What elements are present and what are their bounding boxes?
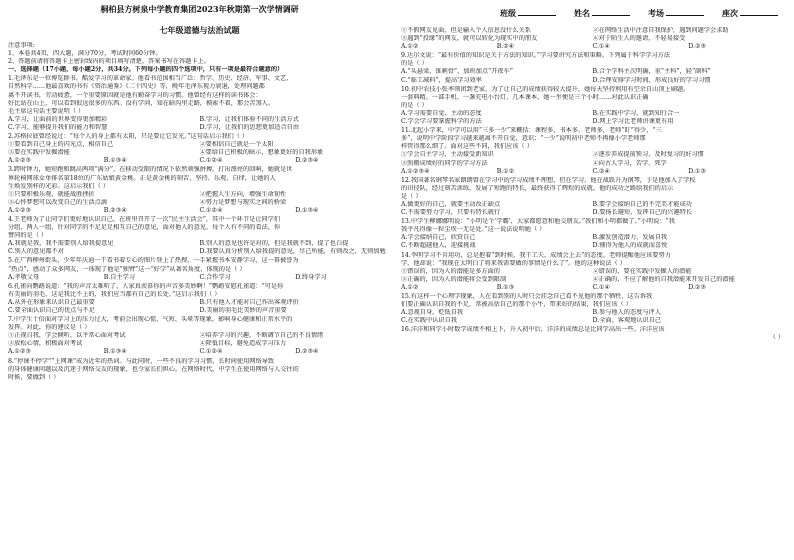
statement: ②培养学习的兴趣，不断调节自己的不良情绪: [199, 332, 324, 340]
question-text: 8.“停课不停学”“上网课”成为近年的热词。与此同时，一些不良的学习习惯、长时间使用网络导致: [8, 357, 275, 365]
question-text: 11.北起小学来，中学可以用“三多一少”来概括：课程多、书本多、老师多，老师“盯”得少，“三: [401, 127, 662, 135]
question-text: 2.苏格拉底曾经说过：“每个人的身上都有太阳，只是要让它发光。”这句话启示我们（ ）: [8, 133, 249, 141]
note-line: 2、答题前请将答题卡上密封线内的项目填写清楚，答案书写在答题卡上。: [8, 58, 210, 66]
question-14: [401, 252, 784, 292]
option: A.做更好的自己，就要主动改正缺点: [401, 200, 501, 208]
question-11: [401, 127, 784, 176]
question-text: 的是（ ）: [401, 60, 428, 68]
option: A.①②: [401, 43, 419, 51]
statement: ③心怀梦想可以改变自己的生活点滴: [8, 198, 107, 206]
question-text: 5.在广西柳州街头，少年年庆迪一干看书着专心的图片登上了热搜，一手紧握书本安静学习，这一幕被誉为: [8, 257, 299, 265]
question-text: 的是（ ）: [401, 101, 428, 109]
option: C.合作学习: [199, 273, 231, 281]
question-text: 1.毛泽东是一位博览群书、酷爱学习的革命家。他看书范围相当广泛：哲学、历史、经济、军事、文艺、: [8, 75, 293, 83]
class-blank[interactable]: [518, 15, 556, 16]
option: D.网上学习比老师讲课更有用: [592, 118, 674, 126]
option: A.①②③: [8, 157, 32, 165]
option: C.不需要努力学习，只要有特长就行: [401, 209, 501, 217]
question-text: 4.王老师为了让同学们更好地认识自己，在班里召开了一次“民主生活会”，其中一个环节是让同学们: [8, 215, 281, 223]
option: C.学习，能够提升我们的能力和智慧: [8, 123, 108, 131]
statement: ④降低目标，避免造成学习压力: [199, 340, 287, 348]
statement: ②错误的，要在实践中发掘人的潜能: [592, 267, 692, 275]
question-9: [401, 52, 784, 84]
option: C.①④: [592, 283, 611, 291]
question-1: [8, 75, 391, 132]
question-6: [8, 283, 391, 315]
option: D.合理安排学习时间，形成良好的学习习惯: [592, 76, 711, 84]
class-label: 班级: [500, 8, 516, 18]
option: C.不断超越他人，迎接挑战: [401, 242, 476, 250]
option: C.“临工减料”，提高学习效率: [401, 76, 482, 84]
option: C.①④: [592, 43, 611, 51]
option: A.①②: [401, 283, 419, 291]
option: B.学习，让我们体验不同的生活方式: [199, 115, 299, 123]
question-text: （ ）: [769, 334, 784, 342]
seat-field[interactable]: [722, 8, 778, 19]
option: D.要扬长避短，发挥自己的兴趣特长: [592, 209, 693, 217]
room-field[interactable]: [648, 8, 704, 19]
question-text: 一套典精、一部手机、一盏充电小台灯、几本课本，她一坐便是三个小时……对此认识正确: [401, 93, 649, 101]
option: B.要学会接纳自己的不完美才能成功: [592, 200, 692, 208]
question-text: 16.洋洋和同学小时数学成绩不相上下，升入初中后，洋洋的成绩总是比同学高出一些。洋洋应该: [401, 326, 665, 334]
option: A.孝敬父母: [8, 273, 40, 281]
question-13: [401, 218, 784, 250]
option: B.合个学科主次明确，重“主科”，轻“副科”: [592, 68, 711, 76]
option: C.在实践中认识自我: [401, 317, 457, 325]
question-15: [401, 293, 784, 325]
option: B.别人的意见也许是对的，但是我就不到，提了也白提: [199, 240, 349, 248]
section-heading: 一、选择题（17小题，每小题2分，共34分。下列每小题的四个选项中，只有一项是最符合题意的）: [8, 66, 284, 74]
option: D.①③④: [295, 206, 319, 214]
statement: ④对于陌生人的邀请，不轻易接受: [592, 35, 686, 43]
option: B.②③④: [103, 206, 127, 214]
option: C.要全面认识自己的优点与不足: [8, 307, 95, 314]
statement: ①不假网友见面，但是输入个人信息没什么关系: [401, 27, 531, 34]
question-text: 毛主席这句话主要说明（ ）: [8, 107, 85, 115]
exam-subtitle: 七年级道德与法治试题: [159, 25, 240, 35]
question-text: 有美丽的羽毛，这是我比不上的，我们应当都有自己的长处。”这启示我们（ ）: [8, 290, 221, 298]
option: B.①③④: [103, 157, 127, 165]
statement: ③照搬成绩好的同学的学习方法: [401, 159, 488, 167]
question-7: [8, 316, 391, 356]
question-text: 12.我国著名钢琴名家朗朗曾在学习中的学习成绩不理想，但在学习，他在战跃升为钢琴，于是他加入了学校: [401, 176, 696, 184]
statement: ②要相信自己就是一个太阳: [199, 141, 274, 149]
option: D.②③④: [295, 157, 319, 165]
option: B.②④: [496, 43, 515, 51]
statement: ③放松心情，积极面对考试: [8, 340, 83, 348]
right-column: [401, 2, 784, 382]
seat-label: 座次: [722, 8, 738, 18]
statement: ①学会自主学习，主动接受新知识: [401, 151, 494, 159]
question-text: 们要正确认识自我的不足，常被高估自己的那个小牛，带来好的结果，我们应该（ ）: [401, 301, 632, 309]
question-text: 13.中学生柳娜娜明说：“小明是个‘学霸’，大家都愿意和他交朋友。”我们和小明都做了。”小明说：“我: [401, 218, 675, 226]
question-text: 15.有这样一个心理学现象，人在看到别的人时只会挂念自己看不见他的那个牺牲，这告诉我: [401, 293, 653, 300]
name-blank[interactable]: [592, 15, 630, 16]
option: D.②③: [688, 43, 707, 51]
question-text: 6.孔雀向鹦鹉说道：“我的声音太难听了，人家真羡慕你的声音多美妙啊！”鹦鹉安慰孔雀道：“可是你: [8, 282, 284, 290]
option: B.参与他人的态度与评人: [592, 309, 661, 317]
option: D.我要认真分析别人给我提的意见，尽己所能，有则改之，无则加勉: [199, 248, 386, 256]
question-text: 多”，说明中学阶段学习越来越离不开自觉、意识；“一少”说明初中老师不再像小学老师那: [401, 135, 646, 143]
option: C.①②④: [199, 157, 223, 165]
question-2: [8, 133, 391, 165]
statement: ①错误的，因为人的潜能是多方面的: [401, 267, 500, 275]
option: C.学会学习要掌握科学的方法: [401, 118, 482, 126]
question-text: 赞同的是（ ）: [8, 232, 48, 240]
question-text: 3.跨时钟力，她短跑和跳高两项“满分”，在移动受限的情况下依然顽强拼搏，打出漂亮的回响，她就是世: [8, 166, 293, 174]
question-text: 的身体健康问题以及沉迷于网络交友的现象，也令家长们担心。在网络时代，中学生在使用网络与人交往的: [8, 365, 299, 373]
option: A.我就是我，我不需要别人给我提意见: [8, 240, 114, 248]
statement: ③正确的，因为人的潜能将会受到限制: [401, 275, 507, 283]
option: B.在实践中学习，就到知行合一: [592, 109, 680, 117]
option: B.①③④: [103, 348, 127, 356]
option: A.①②③: [8, 348, 32, 356]
statement: ②在网络生活中注意自我保护，遇到问题学会求助: [592, 27, 729, 34]
exam-title: 桐柏县方树泉中学教育集团2023年秋期第一次学情调研: [100, 4, 299, 14]
question-5: [8, 257, 391, 281]
question-text: 时候，要做到（ ）: [8, 373, 60, 381]
option: D.②③④: [295, 348, 319, 356]
question-text: 好比站在山上，可以看到很远很多的东西。没有学问，知在暗沟里走路，摸索不着，那会苦煞人。: [8, 99, 275, 107]
option: A.①②③④: [401, 167, 430, 175]
option: B.只有他人才能对自己作出客观评价: [199, 298, 299, 306]
note-line: 1、本卷共4页，四大题，满分70分，考试时间60分钟。: [8, 50, 162, 58]
option: D.终身学习: [295, 273, 327, 281]
statement: ①正视自我，学会倾听，以平常心面对考试: [8, 332, 126, 340]
question-text: 样管得那么细了。面对这些不同，我们应该（ ）: [401, 143, 533, 151]
question-text: 7.中学生十倍面对学习上的压力过大，考前会出现心慌、气短、头晕等现象，影响身心健康和正常水平的: [8, 316, 293, 324]
question-text: 离不开读书，劳动疲惫，一个重要原因就是他有勤奋学习的习惯。他曾经有这样的读书体会：: [8, 91, 262, 99]
statement: ④向古人学习，苦学、死学: [592, 159, 667, 167]
question-text: 自然科学……他最喜欢的书有《资治通鉴》《二十四史》等，晚年毛泽东视力衰退，处理问题都: [8, 83, 265, 91]
question-text: 14.李明学习不肯用功，总是抱着“到时候，我干工夫，成绩会上去”的态度。老师提醒他应该要努力: [401, 251, 671, 259]
option: D.美丽的羽毛比美妙的声音重要: [199, 307, 287, 314]
question-text: 学，他却说：“我现在太明白了将来我需要做的事情是什么了”。他的这种说法（ ）: [401, 259, 626, 267]
option: C.别人的意见都不对: [8, 248, 64, 256]
option: D.学习，让我们的思想更加适合自由: [199, 123, 300, 131]
statement: ③遇到“投缘”的网友，就可以转化为现实中的朋友: [401, 35, 538, 43]
option: B.自主学习: [103, 273, 136, 281]
question-text: 界轮椅网球女单排名第18位的广东姑娘黄金桃。正是黄金桃的刻苦、坚持、乐观、自律，让她的人: [8, 174, 276, 182]
room-blank[interactable]: [666, 15, 704, 16]
option: A.从外在形象来认识自己最重要: [8, 298, 95, 306]
notes-header: 注意事项:: [8, 42, 35, 49]
option: A.学习，让面前的世界变得更加精彩: [8, 115, 108, 123]
question-text: 9.达尔文说：“最有价值的知识是关于方法的知识。”学习要讲究方法和策略。下列属于科学学习方法: [401, 52, 671, 60]
question-text: 的田径队，经过刻苦训练，发展了短跑的特长，最终获得了辉煌的成就。他的成功之路给我们的启示: [401, 184, 674, 192]
option: C.②④: [592, 167, 611, 175]
option: B.①②: [496, 167, 515, 175]
question-8: [8, 358, 391, 382]
option: D.全面、客观地认识自己: [592, 317, 662, 325]
question-text: 分组，两人一组，针对同学的不足足足相互自己的意见，面对他人的意见，每个人有不同的看法，你: [8, 224, 281, 232]
option: B.激发创造潜力，发展自我: [592, 234, 668, 242]
option: D.①③: [688, 167, 707, 175]
question-10: [401, 86, 784, 126]
question-16: [401, 326, 784, 342]
room-label: 考场: [648, 8, 664, 18]
statement: ③要在实践中发掘潜能: [8, 149, 70, 157]
statement: ④要给自己积极的暗示，想象更好的自我形象: [199, 149, 324, 157]
name-field[interactable]: [574, 8, 630, 19]
student-info-row: [401, 8, 778, 19]
statement: ①要看到自己身上的闪光点，相信自己: [8, 141, 114, 149]
option: B.①③: [496, 283, 515, 291]
option: D.②③: [688, 283, 707, 291]
statement: ②逐步养成提前预习，及时复习的好习惯: [592, 151, 704, 159]
option: D.懂得为他人的成就而喜悦: [592, 242, 668, 250]
option: A.学习需要自觉、主动的态度: [401, 109, 482, 117]
option: A.学会接纳自己，欣赏自己: [401, 234, 476, 242]
option: A.忽视自身，贬低自我: [401, 309, 464, 317]
seat-blank[interactable]: [740, 15, 778, 16]
question-text: 10.初中农技小张率领团到老家，为了让自己的成绩获得较大提升，她每天坚持利用有空余自山顶上刷题。: [401, 85, 690, 93]
question-text: 生焕发别样的光彩。这启示我们（ ）: [8, 182, 109, 190]
statement: ②把握人生方向，增强生命韧性: [199, 190, 287, 198]
option: C.①②④: [199, 348, 223, 356]
left-column: [8, 2, 391, 382]
option: A.“头悬梁，锥刺骨”，加班加点“开夜车”: [401, 68, 513, 76]
option: A.①②③: [8, 206, 32, 214]
question-4: [8, 216, 391, 256]
question-text: 是（ ）: [401, 192, 422, 200]
question-12: [401, 177, 784, 217]
statement: ④正确的，不应了解他的自我潜能来开发自己的潜能: [592, 275, 735, 283]
question-8-continued: [401, 27, 784, 51]
question-text: “热点”，感动了众多网友，一体现了他是“独臂”这一“好学”从著名角度，体现的是（ ）: [8, 265, 246, 273]
question-text: 我平凡得像一粒尘埃一无是处。”这一说法说明她（ ）: [401, 226, 546, 234]
name-label: 姓名: [574, 8, 590, 18]
question-3: [8, 166, 391, 215]
statement: ④努力是梦想与现实之间的桥梁: [199, 198, 287, 206]
class-field[interactable]: [500, 8, 556, 19]
question-text: 发挥。对此，你的建议是（ ）: [8, 324, 91, 332]
option: C.①②④: [199, 206, 223, 214]
statement: ①只要积极乐观，就能战胜挫折: [8, 190, 95, 198]
